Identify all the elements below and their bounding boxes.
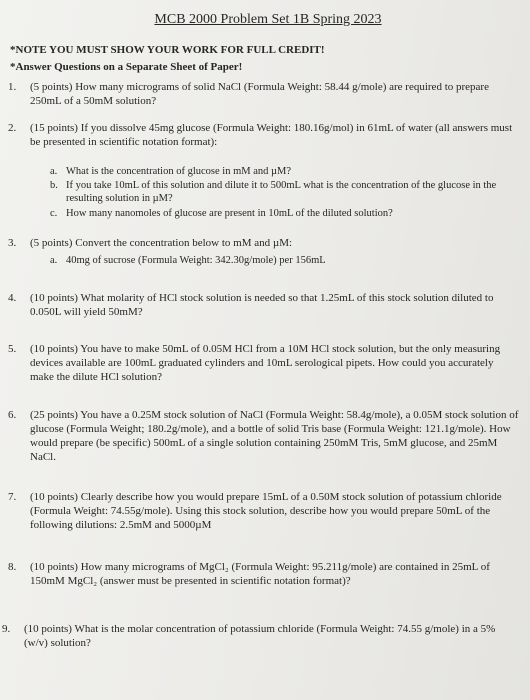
question-text: (25 points) You have a 0.25M stock solution of NaCl (Formula Weight: 58.4g/mole), a 0.05M stock solution of glucose (Formula Weight; 180.2g/mole), and a bottle of solid Tris base (Formula Weight: 121.1g/mole). How would prepare (be specific) 500mL of a single solution containing 250mM Tris, 5mM glucose, and 25mM NaCl.	[30, 409, 519, 463]
part-letter: b.	[50, 180, 58, 191]
question-text: (5 points) How many micrograms of solid NaCl (Formula Weight: 58.44 g/mole) are required to prepare 250mL of a 50mM solution?	[30, 81, 489, 107]
part-text: 40mg of sucrose (Formula Weight: 342.30g/mole) per 156mL	[66, 255, 326, 266]
question-text: (10 points) How many micrograms of MgCl₂ (Formula Weight: 95.211g/mole) are contained in 25mL of 150mM MgCl₂ (answer must be presented in scientific notation format)?	[30, 561, 490, 587]
question-1	[8, 80, 520, 108]
question-text: (15 points) If you dissolve 45mg glucose (Formula Weight: 180.16g/mol) in 61mL of water (all answers must be presented in scientific notation format):	[30, 122, 513, 148]
question-9	[2, 622, 520, 650]
question-number: 4.	[8, 292, 17, 304]
part-text: If you take 10mL of this solution and dilute it to 500mL what is the concentration of the glucose in the resulting solution in µM?	[66, 180, 497, 204]
question-text: (10 points) What is the molar concentration of potassium chloride (Formula Weight: 74.55 g/mole) in a 5% (w/v) solution?	[24, 623, 496, 649]
question-number: 5.	[8, 343, 17, 355]
question-5	[8, 342, 520, 384]
question-3-part-a	[50, 254, 518, 267]
question-number: 7.	[8, 491, 17, 503]
question-number: 3.	[8, 237, 17, 249]
question-8	[8, 560, 520, 588]
question-number: 1.	[8, 81, 17, 93]
part-text: What is the concentration of glucose in mM and µM?	[66, 166, 292, 177]
question-2-part-c	[50, 207, 518, 220]
question-6	[8, 408, 520, 464]
note-show-work: *NOTE YOU MUST SHOW YOUR WORK FOR FULL CREDIT!	[10, 44, 325, 56]
page-title: MCB 2000 Problem Set 1B Spring 2023	[154, 12, 382, 27]
question-number: 2.	[8, 122, 17, 134]
question-7	[8, 490, 520, 532]
part-letter: c.	[50, 208, 58, 219]
question-number: 8.	[8, 561, 17, 573]
question-text: (10 points) What molarity of HCl stock solution is needed so that 1.25mL of this stock solution diluted to 0.050L will yield 50mM?	[30, 292, 494, 318]
question-2-part-a	[50, 165, 518, 178]
part-letter: a.	[50, 255, 58, 266]
part-letter: a.	[50, 166, 58, 177]
question-text: (10 points) You have to make 50mL of 0.05M HCl from a 10M HCl stock solution, but the only measuring devices available are 100mL graduated cylinders and 10mL serological pipets. How could you accurately make the dilute HCl solution?	[30, 343, 501, 383]
question-3	[8, 236, 520, 250]
question-text: (5 points) Convert the concentration below to mM and µM:	[30, 237, 293, 249]
question-2-part-b	[50, 179, 518, 205]
question-text: (10 points) Clearly describe how you would prepare 15mL of a 0.50M stock solution of potassium chloride (Formula Weight: 74.55g/mole). Using this stock solution, describe how you would prepare 50mL of the following dilutions: 2.5mM and 5000µM	[30, 491, 502, 531]
question-number: 9.	[2, 623, 11, 635]
part-text: How many nanomoles of glucose are present in 10mL of the diluted solution?	[66, 208, 393, 219]
question-2	[8, 121, 520, 149]
question-number: 6.	[8, 409, 17, 421]
question-4	[8, 291, 520, 319]
note-separate-sheet: *Answer Questions on a Separate Sheet of Paper!	[10, 61, 243, 73]
